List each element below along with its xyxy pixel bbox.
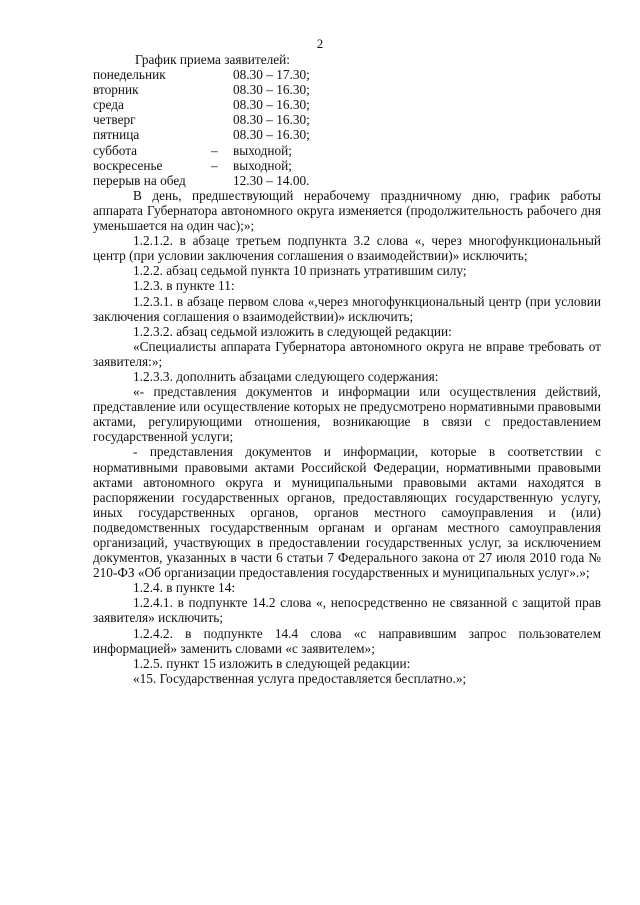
paragraph: 1.2.1.2. в абзаце третьем подпункта 3.2 слова «, через многофункциональный центр (при условии заключения соглашения о взаимодействии)» исключить;	[93, 233, 601, 264]
page-number: 2	[316, 36, 324, 51]
schedule-title: График приема заявителей:	[135, 52, 290, 67]
schedule-day: пятница	[93, 127, 140, 143]
paragraph: «15. Государственная услуга предоставляется бесплатно.»;	[133, 670, 467, 686]
schedule-time: 08.30 – 16.30;	[233, 82, 310, 98]
schedule-row	[93, 67, 601, 82]
paragraph: 1.2.4.2. в подпункте 14.4 слова «с направившим запрос пользователем информацией» заменить словами «с заявителем»;	[93, 625, 601, 656]
schedule-dash	[211, 67, 233, 82]
schedule-day: среда	[93, 97, 124, 113]
schedule-row	[93, 82, 601, 97]
schedule-dash: –	[211, 142, 218, 158]
schedule-day: суббота	[93, 142, 138, 158]
schedule-table	[93, 67, 601, 188]
schedule-day: понедельник	[93, 67, 166, 83]
paragraph: 1.2.3.1. в абзаце первом слова «,через многофункциональный центр (при условии заключения соглашения о взаимодействии)» исключить;	[93, 293, 601, 324]
schedule-row	[93, 112, 601, 127]
paragraph: «- представления документов и информации или осуществления действий, представление или осуществление которых не предусмотрено нормативными правовыми актами, регулирующими отношения, возникающие в связи с предоставлением государственной услуги;	[93, 384, 601, 445]
schedule-time: выходной;	[233, 142, 292, 158]
schedule-dash	[211, 112, 233, 127]
schedule-time: 08.30 – 16.30;	[233, 112, 310, 128]
schedule-row	[93, 97, 601, 112]
paragraph: 1.2.3.3. дополнить абзацами следующего содержания:	[133, 368, 439, 384]
schedule-day: воскресенье	[93, 157, 163, 173]
paragraph: «Специалисты аппарата Губернатора автономного округа не вправе требовать от заявителя:»;	[93, 338, 601, 369]
schedule-day: вторник	[93, 82, 139, 98]
schedule-row	[93, 143, 601, 158]
schedule-day: четверг	[93, 112, 136, 128]
schedule-dash	[211, 173, 233, 188]
schedule-time: выходной;	[233, 157, 292, 173]
paragraph: 1.2.4.1. в подпункте 14.2 слова «, непосредственно не связанной с защитой прав заявителя» исключить;	[93, 595, 601, 626]
schedule-time: 08.30 – 16.30;	[233, 97, 310, 113]
document-body	[93, 52, 601, 686]
paragraph: 1.2.3. в пункте 11:	[133, 278, 235, 294]
schedule-row	[93, 173, 601, 188]
schedule-row	[93, 158, 601, 173]
schedule-day: перерыв на обед	[93, 172, 186, 188]
schedule-time: 12.30 – 14.00.	[233, 172, 310, 188]
schedule-row	[93, 127, 601, 142]
schedule-dash	[211, 127, 233, 142]
paragraph: 1.2.5. пункт 15 изложить в следующей редакции:	[133, 655, 411, 671]
paragraph: 1.2.4. в пункте 14:	[133, 580, 236, 596]
schedule-dash: –	[211, 157, 218, 173]
paragraph: - представления документов и информации, которые в соответствии с нормативными правовыми актами Российской Федерации, нормативными правовыми актами автономного округа и муниципальными правовыми актами находятся в распоряжении государственных органов, предоставляющих государственную услугу, иных государственных органов, органов местного самоуправления и (или) подведомственных государственным органам и органам местного самоуправления организаций, участвующих в предоставлении государственных услуг, за исключением документов, указанных в части 6 статьи 7 Федерального закона от 27 июля 2010 года № 210-ФЗ «Об организации предоставления государственных и муниципальных услуг».»;	[93, 444, 601, 581]
schedule-dash	[211, 82, 233, 97]
paragraph: 1.2.2. абзац седьмой пункта 10 признать утратившим силу;	[133, 263, 467, 279]
schedule-dash	[211, 97, 233, 112]
paragraph: 1.2.3.2. абзац седьмой изложить в следующей редакции:	[133, 323, 452, 339]
schedule-time: 08.30 – 17.30;	[233, 67, 310, 83]
schedule-time: 08.30 – 16.30;	[233, 127, 310, 143]
paragraph: В день, предшествующий нерабочему праздничному дню, график работы аппарата Губернатора автономного округа изменяется (продолжительность рабочего дня уменьшается на один час);»;	[93, 187, 601, 234]
